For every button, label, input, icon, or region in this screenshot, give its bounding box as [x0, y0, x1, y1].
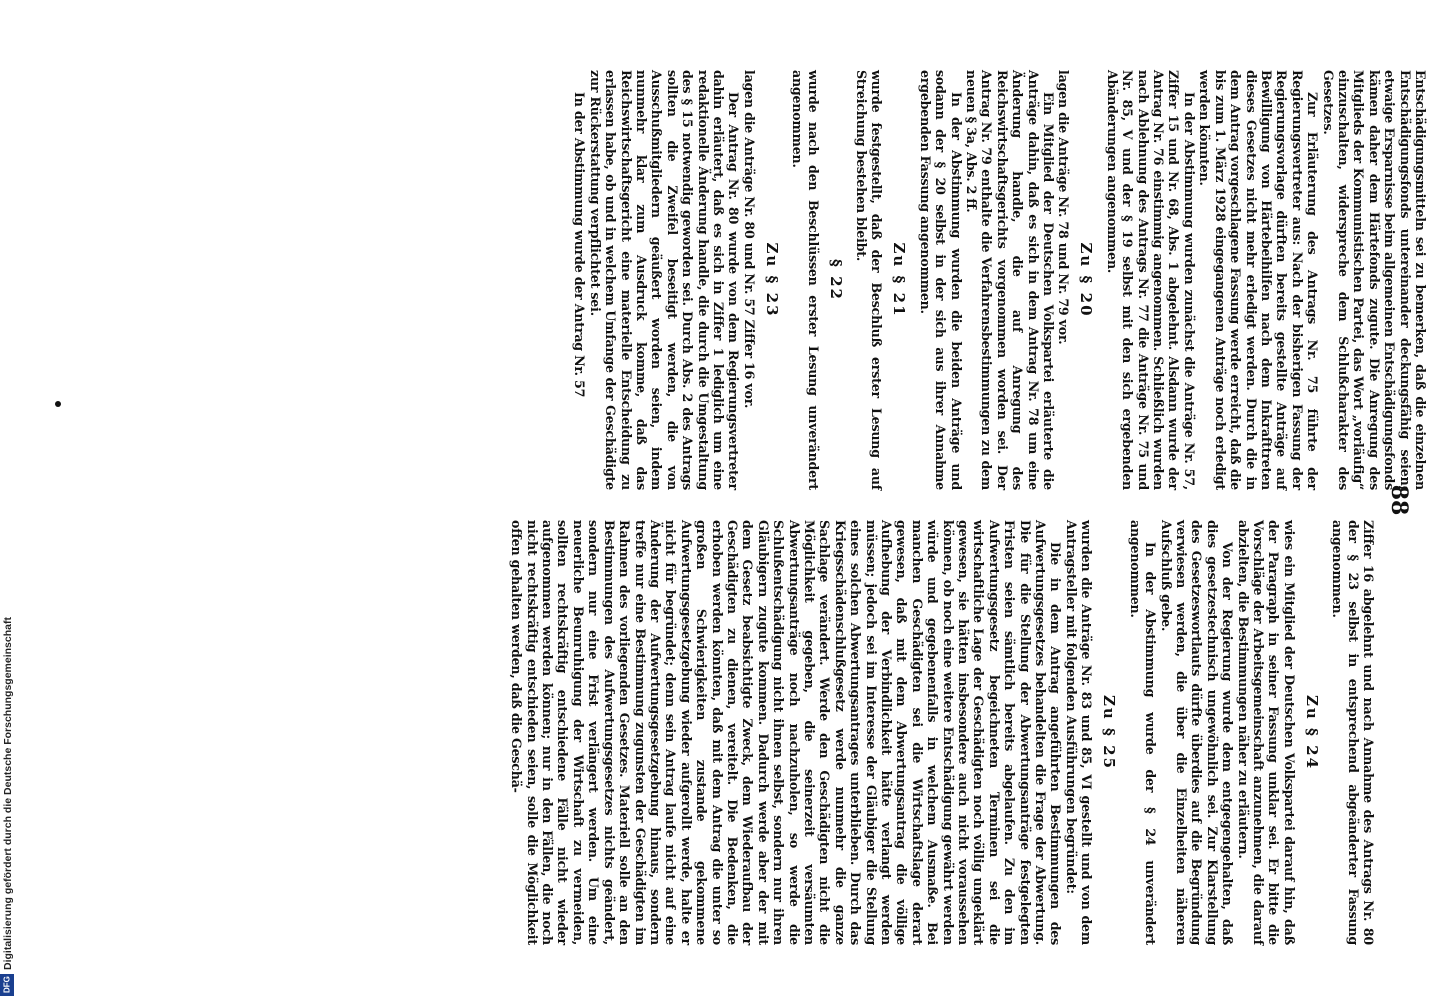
paragraph: lagen die Anträge Nr. 78 und Nr. 79 vor. — [1056, 70, 1072, 345]
paragraph: Zur Erläuterung des Antrags Nr. 75 führte der Regierungsvertreter aus: Nach der bisherigen Fassung der Regierungsvorlage dürften bereits gestellte Anträge auf Bewilligung von Härtebeihilfen nach dem Inkrafttreten dieses Gesetzes nicht mehr erledigt werden. Durch die in dem Antrag vorgeschlagene Fassung werde erreicht, daß die bis zum 1. März 1928 eingegangenen Anträge noch erledigt werden könnten. — [1197, 70, 1321, 490]
page-number: 88 — [1386, 484, 1412, 516]
section-heading-20: Zu § 20 — [1077, 242, 1096, 318]
left-text-column — [572, 70, 1428, 490]
section-heading-23: Zu § 23 — [762, 242, 781, 318]
paragraph: Ein Mitglied der Deutschen Volkspartei erläuterte die Anträge dahin, daß es sich in dem Antrag Nr. 78 um eine Änderung handle, die auf Anregung des Reichswirtschaftsgerichts vorgenommen worden sei. Der Antrag Nr. 79 enthalte die Verfahrensbestimmungen zu dem neuen § 3a, Abs. 2 ff. — [964, 70, 1057, 490]
section-heading-25: Zu § 25 — [1100, 694, 1119, 771]
section-heading-24: Zu § 24 — [1302, 694, 1321, 771]
paragraph: Ziffer 16 abgelehnt und nach Annahme des Antrags Nr. 80 der § 23 selbst in entsprechend abgeänderter Fassung angenommen. — [1330, 520, 1376, 945]
paragraph: In der Abstimmung wurde der Antrag Nr. 57 — [572, 92, 588, 398]
digitization-footer: Digitalisierung gefördert durch die Deutsche Forschungsgemeinschaft — [2, 617, 14, 970]
section-heading-22: § 22 — [826, 259, 845, 301]
paragraph: wurde festgestellt, daß der Beschluß erster Lesung auf Streichung bestehen bleibt. — [854, 70, 885, 490]
section-heading-21: Zu § 21 — [890, 242, 909, 318]
paragraph: Die in dem Antrag angeführten Bestimmungen des Aufwertungsgesetzes behandelten die Frage der Abwertung. Die für die Stellung der Abwertungsanträge festgelegten Fristen seien sämtlich bereits abgelaufen. Zu den im Aufwertungsgesetz begeichneten Terminen sei die wirtschaftliche Lage der Geschädigten noch völlig ungeklärt gewesen, sie hätten insbesondere auch nicht voraussehen können, ob noch eine weitere Entschädigung gewährt werden würde und gegebenenfalls in welchem Ausmaße. Bei manchen Geschädigten sei die Wirtschaftslage derart gewesen, daß mit dem Abwertungsantrag die völlige Aufhebung der Verbindlichkeit hätte verlangt werden müssen; jedoch sei im Interesse der Gläubiger die Stellung eines solchen Abwertungsantrages unterblieben. Durch das Kriegsschädenschlußgesetz werde nunmehr die ganze Sachlage verändert. Werde den Geschädigten nicht die Möglichkeit gegeben, die seinerzeit versäumten Abwertungsanträge noch nachzuholen, so werde die Schlußentschädigung nicht ihnen selbst, sondern nur ihren Gläubigern zugute kommen. Dadurch werde aber der mit dem Gesetz beabsichtigte Zweck, dem Wiederaufbau der Geschädigten zu dienen, vereitelt. Die Bedenken, die erhoben werden könnten, daß mit dem Antrag die unter so großen Schwierigkeiten zustande gekommene Aufwertungsgesetzgebung wieder aufgerollt werde, halte er nicht für begründet; denn sein Antrag laufe nicht auf eine Änderung der Aufwertungsgesetzgebung hinaus, sondern treffe nur eine Bestimmung zugunsten der Geschädigten im Rahmen des vorliegenden Gesetzes. Materiell solle an den Bestimmungen des Aufwertungsgesetzes nichts geändert, sondern nur eine Frist verlängert werden. Um eine neuerliche Beunruhigung der Wirtschaft zu vermeiden, sollten rechtskräftig entschiedene Fälle nicht wieder aufgenommen werden können; nur in den Fällen, die noch nicht rechtskräftig entschieden seien, solle die Möglichkeit offen gehalten werden, daß die Geschä- — [509, 520, 1064, 946]
paragraph: In der Abstimmung wurde der § 24 unverändert angenommen. — [1127, 520, 1159, 945]
paragraph: wies ein Mitglied der Deutschen Volkspartei darauf hin, daß der Paragraph in seiner Fassung unklar sei. Er bitte die Vorschläge der Arbeitsgemeinschaft anzunehmen, die darauf abzielten, die Bestimmungen näher zu erläutern. — [1235, 520, 1297, 945]
paragraph: Von der Regierung wurde dem entgegengehalten, daß dies gesetzestechnisch ungewöhnlich sei. Zur Klarstellung des Gesetzeswortlauts dürfte überdies auf die Begründung verwiesen werden, die über die Einzelheiten näheren Aufschluß gebe. — [1158, 520, 1236, 945]
paragraph: lagen die Anträge Nr. 80 und Nr. 57 Ziffer 16 vor. — [741, 70, 757, 409]
paragraph: wurden die Anträge Nr. 83 und 85, VI gestellt und von dem Antragsteller mit folgenden Ausführungen begründet: — [1063, 520, 1095, 945]
paragraph: wurde nach den Beschlüssen erster Lesung unverändert angenommen. — [790, 70, 821, 490]
right-text-column — [509, 520, 1376, 945]
paragraph: In der Abstimmung wurden zunächst die Anträge Nr. 57, Ziffer 15 und Nr. 68, Abs. 1 abgelehnt. Alsdann wurde der Antrag Nr. 76 einstimmig angenommen. Schließlich wurden nach Ablehnung des Antrags Nr. 77 die Anträge Nr. 75 und Nr. 85, V und der § 19 selbst mit den sich ergebenden Abänderungen angenommen. — [1104, 70, 1197, 490]
paragraph: Der Antrag Nr. 80 wurde von dem Regierungsvertreter dahin erläutert, daß es sich in Ziffer 1 lediglich um eine redaktionelle Änderung handle, die durch die Umgestaltung des § 15 notwendig geworden sei. Durch Abs. 2 des Antrags sollten die Zweifel beseitigt werden, die von Ausschußmitgliedern geäußert worden seien, indem nunmehr klar zum Ausdruck komme, daß das Reichswirtschaftsgericht eine materielle Entscheidung zu erlassen habe, ob und in welchem Umfange der Geschädigte zur Rückerstattung verpflichtet sei. — [587, 70, 742, 490]
dfg-logo-icon: DFG — [0, 974, 14, 996]
ink-spot — [54, 400, 62, 408]
paragraph: In der Abstimmung wurden die beiden Anträge und sodann der § 20 selbst in der sich aus ihrer Annahme ergebenden Fassung angenommen. — [917, 70, 964, 490]
paragraph: Entschädigungsmitteln sei zu bemerken, daß die einzelnen Entschädigungsfonds untereinander deckungsfähig seien; etwaige Ersparnisse beim allgemeinen Entschädigungsfonds kämen daher dem Härtefonds zugute. Die Anregung des Mitglieds der Kommunistischen Partei, das Wort „vorläufig“ einzuschalten, widerspreche dem Schlußcharakter des Gesetzes. — [1320, 70, 1428, 490]
